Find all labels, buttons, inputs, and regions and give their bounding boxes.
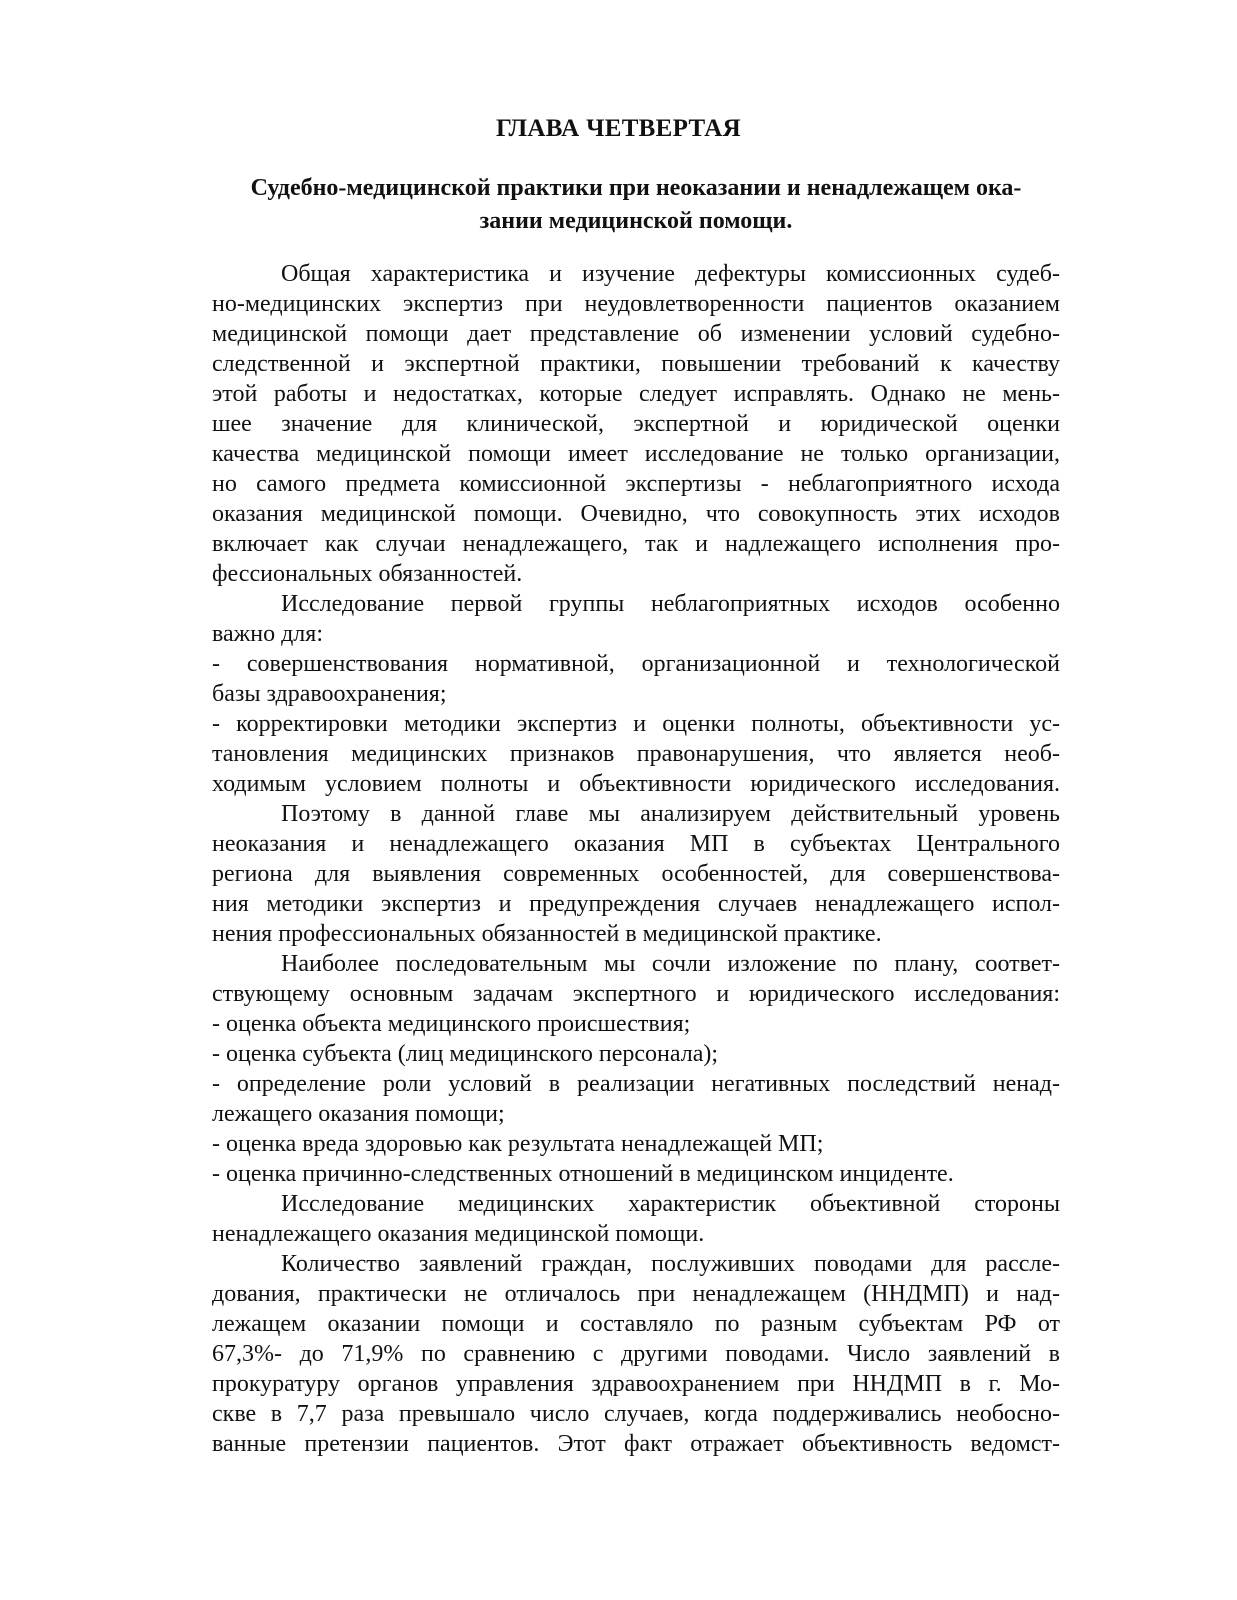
text-line: скве в 7,7 раза превышало число случаев, когда поддерживались необосно- <box>212 1401 1060 1427</box>
text-line: - оценка объекта медицинского происшествия; <box>212 1011 691 1037</box>
text-line: - оценка причинно-следственных отношений в медицинском инциденте. <box>212 1161 954 1187</box>
text-line: неоказания и ненадлежащего оказания МП в субъектах Центрального <box>212 831 1060 857</box>
text-line: Исследование первой группы неблагоприятных исходов особенно <box>281 591 1060 617</box>
text-line: Общая характеристика и изучение дефектуры комиссионных судеб- <box>281 261 1060 287</box>
text-line: - оценка субъекта (лиц медицинского персонала); <box>212 1041 719 1067</box>
text-line: тановления медицинских признаков правонарушения, что является необ- <box>212 741 1060 767</box>
text-line: ния методики экспертиз и предупреждения случаев ненадлежащего испол- <box>212 891 1060 917</box>
text-line: - определение роли условий в реализации негативных последствий ненад- <box>212 1071 1060 1097</box>
text-line: этой работы и недостатках, которые следует исправлять. Однако не мень- <box>212 381 1060 407</box>
text-line: Количество заявлений граждан, послуживших поводами для рассле- <box>281 1251 1060 1277</box>
body-text <box>212 259 1060 1459</box>
text-line: лежащем оказании помощи и составляло по разным субъектам РФ от <box>212 1311 1060 1337</box>
text-line: региона для выявления современных особенностей, для совершенствова- <box>212 861 1060 887</box>
text-line: - совершенствования нормативной, организационной и технологической <box>212 651 1060 677</box>
text-line: следственной и экспертной практики, повышении требований к качеству <box>212 351 1060 377</box>
text-line: - корректировки методики экспертиз и оценки полноты, объективности ус- <box>212 711 1060 737</box>
text-line: Наиболее последовательным мы сочли изложение по плану, соответ- <box>281 951 1060 977</box>
text-line: - оценка вреда здоровью как результата ненадлежащей МП; <box>212 1131 824 1157</box>
text-line: Исследование медицинских характеристик объективной стороны <box>281 1191 1060 1217</box>
text-line: Поэтому в данной главе мы анализируем действительный уровень <box>281 801 1060 827</box>
text-line: базы здравоохранения; <box>212 681 447 707</box>
text-line: фессиональных обязанностей. <box>212 561 523 587</box>
chapter-title: ГЛАВА ЧЕТВЕРТАЯ <box>496 115 741 142</box>
subtitle-line: зании медицинской помощи. <box>479 208 793 234</box>
text-line: но-медицинских экспертиз при неудовлетворенности пациентов оказанием <box>212 291 1060 317</box>
text-line: ванные претензии пациентов. Этот факт отражает объективность ведомст- <box>212 1431 1060 1457</box>
text-line: ходимым условием полноты и объективности юридического исследования. <box>212 771 1060 797</box>
text-line: ствующему основным задачам экспертного и юридического исследования: <box>212 981 1060 1007</box>
text-line: прокуратуру органов управления здравоохранением при ННДМП в г. Мо- <box>212 1371 1060 1397</box>
section-subtitle <box>212 172 1060 238</box>
text-line: ненадлежащего оказания медицинской помощи. <box>212 1221 705 1247</box>
text-line: шее значение для клинической, экспертной и юридической оценки <box>212 411 1060 437</box>
text-line: медицинской помощи дает представление об изменении условий судебно- <box>212 321 1060 347</box>
text-line: лежащего оказания помощи; <box>212 1101 505 1127</box>
text-line: включает как случаи ненадлежащего, так и надлежащего исполнения про- <box>212 531 1060 557</box>
text-line: нения профессиональных обязанностей в медицинской практике. <box>212 921 882 947</box>
text-line: качества медицинской помощи имеет исследование не только организации, <box>212 441 1060 467</box>
text-line: 67,3%- до 71,9% по сравнению с другими поводами. Число заявлений в <box>212 1341 1060 1367</box>
text-line: дования, практически не отличалось при ненадлежащем (ННДМП) и над- <box>212 1281 1060 1307</box>
text-line: но самого предмета комиссионной экспертизы - неблагоприятного исхода <box>212 471 1060 497</box>
text-line: оказания медицинской помощи. Очевидно, что совокупность этих исходов <box>212 501 1060 527</box>
subtitle-line: Судебно-медицинской практики при неоказании и ненадлежащем ока- <box>250 175 1022 201</box>
text-line: важно для: <box>212 621 323 647</box>
